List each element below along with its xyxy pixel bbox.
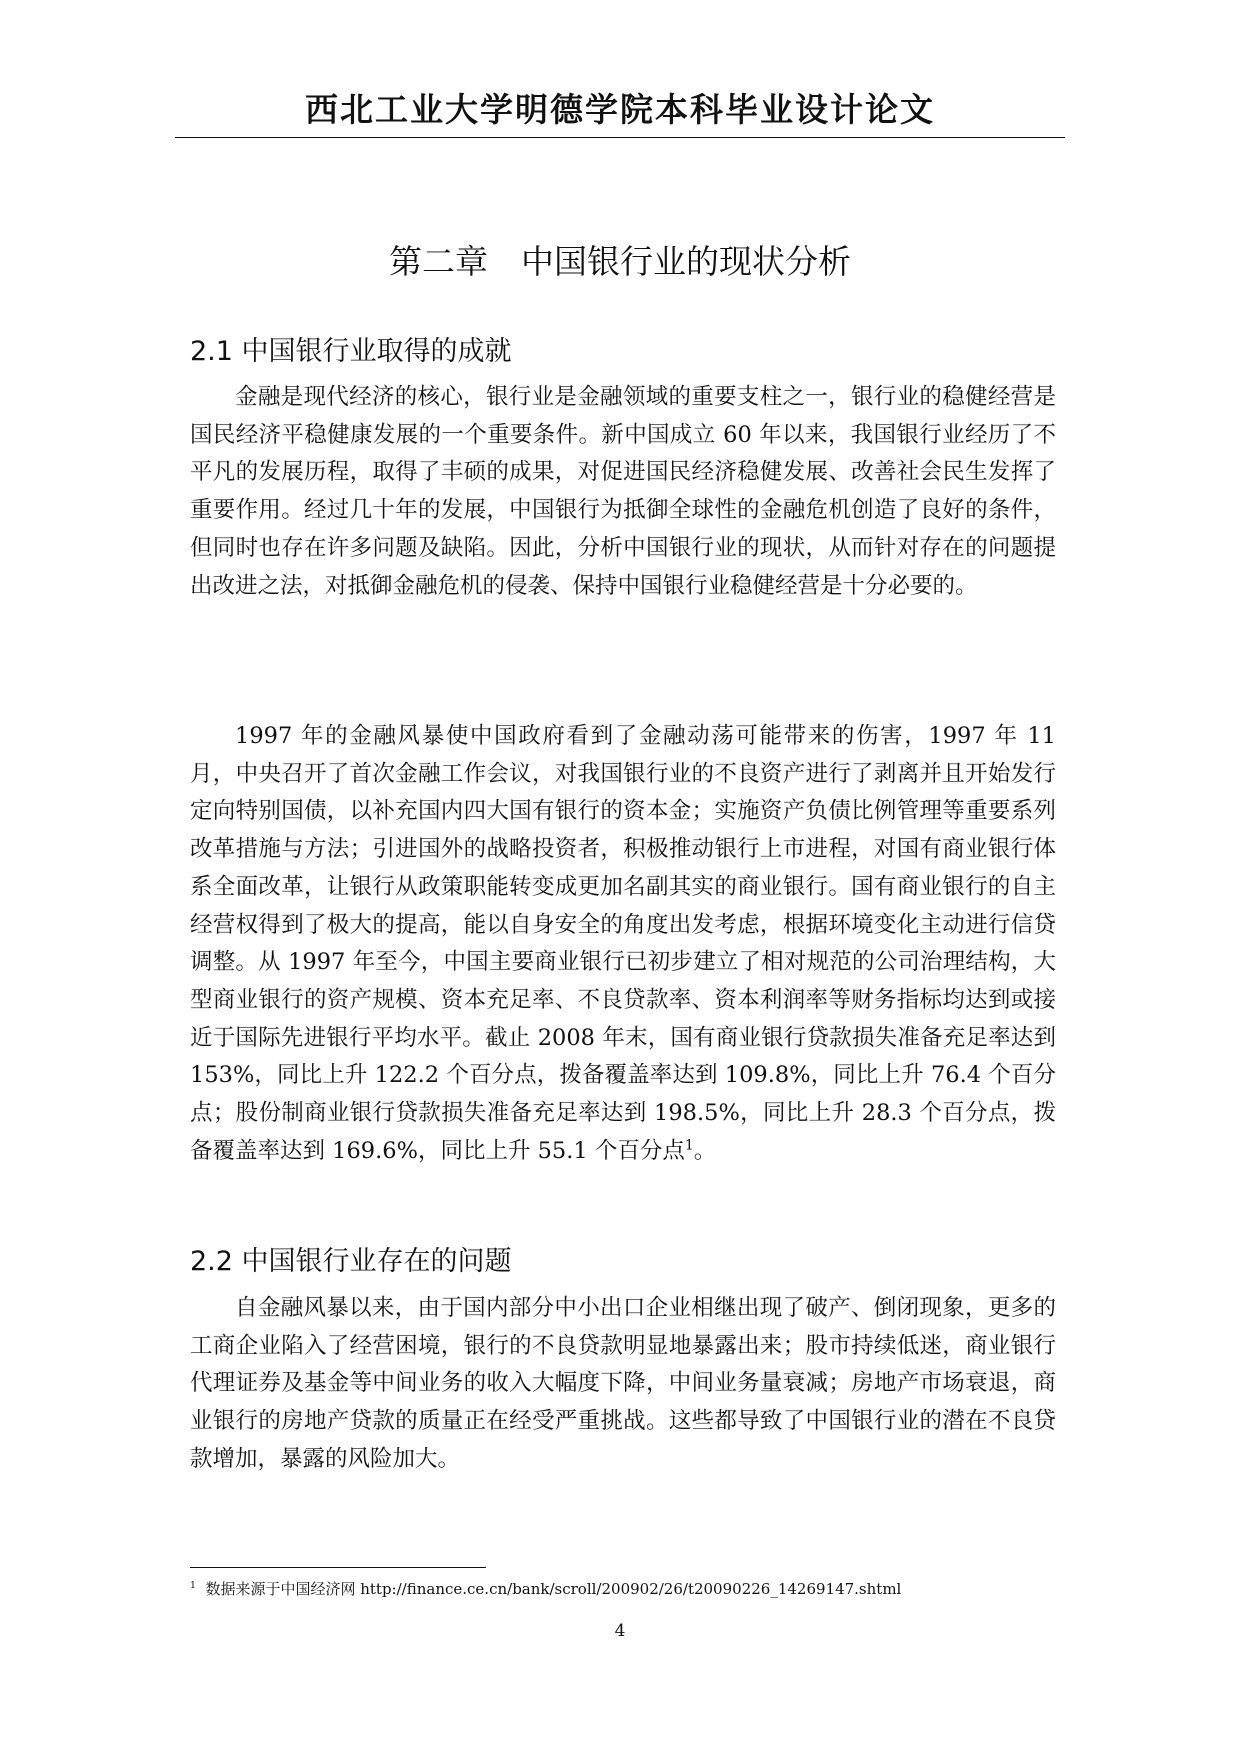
footnote-reference: 1 — [684, 1137, 694, 1154]
running-header-title: 西北工业大学明德学院本科毕业设计论文 — [305, 90, 935, 129]
footnote-rule — [190, 1567, 486, 1568]
paragraph-2-1-2 — [190, 718, 1056, 1170]
header-rule — [175, 137, 1065, 138]
section-heading-2-1: 2.1 中国银行业取得的成就 — [190, 336, 512, 367]
paragraph-2-2-1: 自金融风暴以来，由于国内部分中小出口企业相继出现了破产、倒闭现象，更多的工商企业陷入了经营困境，银行的不良贷款明显地暴露出来；股市持续低迷，商业银行代理证券及基金等中间业务的收入大幅度下降，中间业务量衰减；房地产市场衰退，商业银行的房地产贷款的质量正在经受严重挑战。这些都导致了中国银行业的潜在不良贷款增加，暴露的风险加大。 — [190, 1295, 1056, 1472]
chapter-title: 第二章 中国银行业的现状分析 — [389, 242, 851, 281]
paragraph-2-1-1: 金融是现代经济的核心，银行业是金融领域的重要支柱之一，银行业的稳健经营是国民经济平稳健康发展的一个重要条件。新中国成立 60 年以来，我国银行业经历了不平凡的发展历程，取得了丰硕的成果，对促进国民经济稳健发展、改善社会民生发挥了重要作用。经过几十年的发展，中国银行为抵御全球性的金融危机创造了良好的条件，但同时也存在许多问题及缺陷。因此，分析中国银行业的现状，从而针对存在的问题提出改进之法，对抵御金融危机的侵袭、保持中国银行业稳健经营是十分必要的。 — [190, 384, 1056, 599]
footnote-text: 数据来源于中国经济网 http://finance.ce.cn/bank/scroll/200902/26/t20090226_14269147.shtml — [205, 1580, 902, 1598]
paragraph-2-1-2-end: 。 — [693, 1137, 717, 1164]
page-number: 4 — [614, 1621, 626, 1641]
footnote-marker: 1 — [190, 1580, 196, 1591]
section-heading-2-2: 2.2 中国银行业存在的问题 — [190, 1246, 512, 1277]
paragraph-2-1-2-text: 1997 年的金融风暴使中国政府看到了金融动荡可能带来的伤害，1997 年 11 月，中央召开了首次金融工作会议，对我国银行业的不良资产进行了剥离并且开始发行定向特别国债，以补充国内四大国有银行的资本金；实施资产负债比例管理等重要系列改革措施与方法；引进国外的战略投资者，积极推动银行上市进程，对国有商业银行体系全面改革，让银行从政策职能转变成更加名副其实的商业银行。国有商业银行的自主经营权得到了极大的提高，能以自身安全的角度出发考虑，根据环境变化主动进行信贷调整。从 1997 年至今，中国主要商业银行已初步建立了相对规范的公司治理结构，大型商业银行的资产规模、资本充足率、不良贷款率、资本利润率等财务指标均达到或接近于国际先进银行平均水平。截止 2008 年末，国有商业银行贷款损失准备充足率达到 153%，同比上升 122.2 个百分点，拨备覆盖率达到 109.8%，同比上升 76.4 个百分点；股份制商业银行贷款损失准备充足率达到 198.5%，同比上升 28.3 个百分点，拨备覆盖率达到 169.6%，同比上升 55.1 个百分点 — [190, 723, 1056, 1164]
footnote — [190, 1578, 1060, 1600]
